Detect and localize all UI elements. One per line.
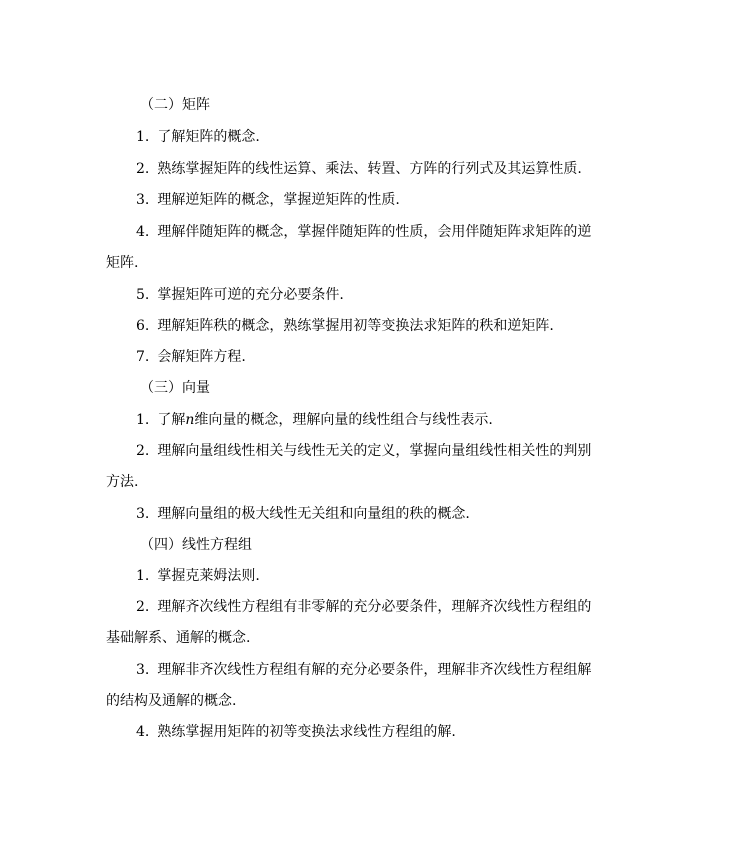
item-number: 3. — [136, 662, 150, 678]
item-text: 会解矩阵方程. — [157, 349, 246, 365]
list-item — [0, 598, 732, 616]
list-item — [0, 286, 732, 304]
item-text: 理解伴随矩阵的概念，掌握伴随矩阵的性质，会用伴随矩阵求矩阵的逆 — [157, 224, 592, 240]
item-text: 理解向量组的极大线性无关组和向量组的秩的概念. — [157, 506, 470, 522]
item-text-prefix: 了解 — [157, 412, 186, 428]
item-number: 4. — [136, 724, 150, 740]
item-text: 掌握矩阵可逆的充分必要条件. — [157, 287, 344, 303]
list-item-continuation: 方法. — [106, 474, 139, 490]
section-heading-linear-equations: （四）线性方程组 — [140, 537, 252, 553]
item-number: 1. — [136, 568, 150, 584]
list-item — [0, 442, 732, 460]
item-number: 3. — [136, 192, 150, 208]
list-item — [0, 191, 732, 209]
list-item — [0, 160, 732, 178]
item-number: 2. — [136, 161, 150, 177]
item-number: 5. — [136, 287, 150, 303]
item-text: 了解矩阵的概念. — [157, 129, 260, 145]
list-item — [0, 661, 732, 679]
list-item — [0, 411, 732, 429]
item-text: 理解逆矩阵的概念，掌握逆矩阵的性质. — [157, 192, 400, 208]
item-number: 1. — [136, 129, 150, 145]
list-item-continuation: 基础解系、通解的概念. — [106, 630, 251, 646]
list-item-continuation: 矩阵. — [106, 255, 139, 271]
item-number: 7. — [136, 349, 150, 365]
list-item — [0, 317, 732, 335]
item-number: 6. — [136, 318, 150, 334]
list-item — [0, 223, 732, 241]
item-text: 理解非齐次线性方程组有解的充分必要条件，理解非齐次线性方程组解 — [157, 662, 592, 678]
list-item — [0, 505, 732, 523]
list-item-continuation: 的结构及通解的概念. — [106, 693, 237, 709]
item-text: 理解齐次线性方程组有非零解的充分必要条件，理解齐次线性方程组的 — [157, 599, 592, 615]
item-number: 2. — [136, 443, 150, 459]
item-text: 熟练掌握用矩阵的初等变换法求线性方程组的解. — [157, 724, 456, 740]
list-item — [0, 348, 732, 366]
item-number: 2. — [136, 599, 150, 615]
item-text: 掌握克莱姆法则. — [157, 568, 260, 584]
item-text: 维向量的概念，理解向量的线性组合与线性表示. — [194, 412, 493, 428]
list-item — [0, 567, 732, 585]
item-number: 4. — [136, 224, 150, 240]
math-variable: n — [185, 412, 195, 428]
section-heading-matrix: （二）矩阵 — [140, 97, 210, 113]
list-item — [0, 723, 732, 741]
item-text: 理解矩阵秩的概念，熟练掌握用初等变换法求矩阵的秩和逆矩阵. — [157, 318, 554, 334]
item-number: 3. — [136, 506, 150, 522]
list-item — [0, 128, 732, 146]
item-text: 熟练掌握矩阵的线性运算、乘法、转置、方阵的行列式及其运算性质. — [157, 161, 582, 177]
section-heading-vector: （三）向量 — [140, 380, 210, 396]
item-number: 1. — [136, 412, 150, 428]
item-text: 理解向量组线性相关与线性无关的定义，掌握向量组线性相关性的判别 — [157, 443, 592, 459]
